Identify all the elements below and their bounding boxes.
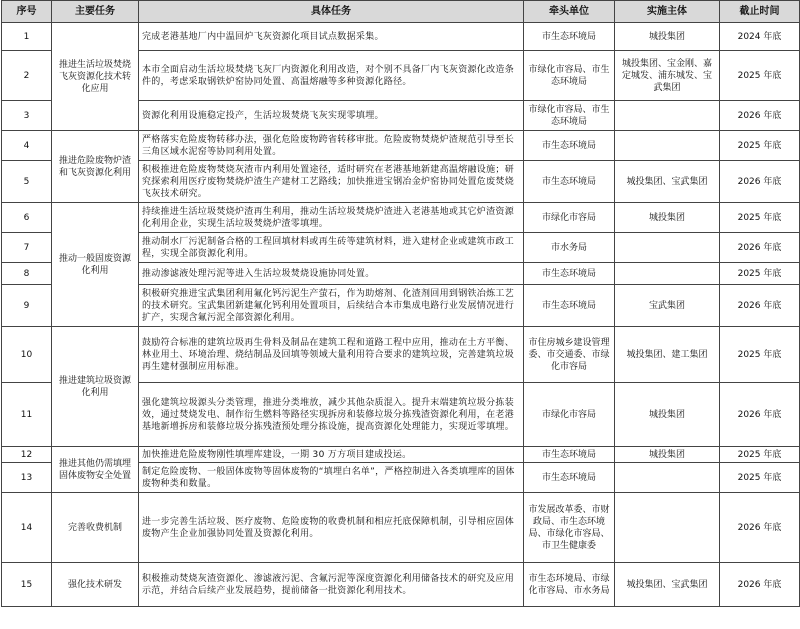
row-no: 12 — [2, 447, 52, 463]
row-no: 8 — [2, 263, 52, 285]
header-main-task: 主要任务 — [52, 1, 139, 23]
implementer: 城投集团、宝武集团 — [615, 563, 720, 607]
specific-task: 鼓励符合标准的建筑垃圾再生骨料及制品在建筑工程和道路工程中应用，推动在土方平衡、林业用土、环境治理、烧结制品及回填等领域大量利用符合要求的建筑垃圾，完善建筑垃圾再生建材强制应用标准。 — [139, 327, 524, 383]
lead-unit: 市生态环境局、市绿化市容局、市水务局 — [524, 563, 615, 607]
specific-task: 推动制水厂污泥制备合格的工程回填材料或再生砖等建筑材料，进入建材企业或建筑市政工程，实现全部资源化利用。 — [139, 233, 524, 263]
specific-task: 推动渗滤液处理污泥等进入生活垃圾焚烧设施协同处置。 — [139, 263, 524, 285]
main-task: 推进危险废物炉渣和飞灰资源化利用 — [52, 131, 139, 203]
header-lead-unit: 牵头单位 — [524, 1, 615, 23]
deadline: 2025 年底 — [720, 131, 800, 161]
implementer — [615, 233, 720, 263]
specific-task: 持续推进生活垃圾焚烧炉渣再生利用，推动生活垃圾焚烧炉渣进入老港基地或其它炉渣资源化利用企业，实现生活垃圾焚烧炉渣零填埋。 — [139, 203, 524, 233]
deadline: 2026 年底 — [720, 563, 800, 607]
row-no: 15 — [2, 563, 52, 607]
deadline: 2025 年底 — [720, 463, 800, 493]
implementer: 宝武集团 — [615, 285, 720, 327]
deadline: 2026 年底 — [720, 101, 800, 131]
main-task: 推进生活垃圾焚烧飞灰资源化技术转化应用 — [52, 23, 139, 131]
main-task: 推进其他仍需填埋固体废物安全处置 — [52, 447, 139, 493]
deadline: 2025 年底 — [720, 203, 800, 233]
lead-unit: 市绿化市容局 — [524, 203, 615, 233]
implementer: 城投集团、建工集团 — [615, 327, 720, 383]
table-row — [2, 327, 800, 383]
implementer: 城投集团 — [615, 447, 720, 463]
row-no: 10 — [2, 327, 52, 383]
header-row — [2, 1, 800, 23]
row-no: 1 — [2, 23, 52, 51]
main-task: 推进建筑垃圾资源化利用 — [52, 327, 139, 447]
row-no: 2 — [2, 51, 52, 101]
lead-unit: 市生态环境局 — [524, 285, 615, 327]
row-no: 13 — [2, 463, 52, 493]
lead-unit: 市住房城乡建设管理委、市交通委、市绿化市容局 — [524, 327, 615, 383]
deadline: 2026 年底 — [720, 233, 800, 263]
deadline: 2026 年底 — [720, 383, 800, 447]
table-row — [2, 563, 800, 607]
implementer: 城投集团 — [615, 23, 720, 51]
header-implementer: 实施主体 — [615, 1, 720, 23]
lead-unit: 市生态环境局 — [524, 23, 615, 51]
row-no: 7 — [2, 233, 52, 263]
implementer: 城投集团、宝金刚、嘉定城发、浦东城发、宝武集团 — [615, 51, 720, 101]
lead-unit: 市生态环境局 — [524, 447, 615, 463]
lead-unit: 市发展改革委、市财政局、市生态环境局、市绿化市容局、市卫生健康委 — [524, 493, 615, 563]
lead-unit: 市水务局 — [524, 233, 615, 263]
deadline: 2025 年底 — [720, 51, 800, 101]
specific-task: 完成老港基地厂内中温回炉飞灰资源化项目试点数据采集。 — [139, 23, 524, 51]
row-no: 5 — [2, 161, 52, 203]
specific-task: 加快推进危险废物刚性填埋库建设，一期 30 万方项目建成投运。 — [139, 447, 524, 463]
row-no: 11 — [2, 383, 52, 447]
deadline: 2024 年底 — [720, 23, 800, 51]
table-row — [2, 447, 800, 463]
row-no: 6 — [2, 203, 52, 233]
header-specific-task: 具体任务 — [139, 1, 524, 23]
deadline: 2025 年底 — [720, 327, 800, 383]
implementer: 城投集团、宝武集团 — [615, 161, 720, 203]
implementer: 城投集团 — [615, 383, 720, 447]
specific-task: 进一步完善生活垃圾、医疗废物、危险废物的收费机制和相应托底保障机制，引导相应固体废物产生企业加强协同处置及资源化利用。 — [139, 493, 524, 563]
row-no: 3 — [2, 101, 52, 131]
header-no: 序号 — [2, 1, 52, 23]
row-no: 4 — [2, 131, 52, 161]
header-deadline: 截止时间 — [720, 1, 800, 23]
implementer — [615, 463, 720, 493]
specific-task: 资源化利用设施稳定投产，生活垃圾焚烧飞灰实现零填埋。 — [139, 101, 524, 131]
main-task: 完善收费机制 — [52, 493, 139, 563]
main-task: 强化技术研发 — [52, 563, 139, 607]
lead-unit: 市生态环境局 — [524, 463, 615, 493]
row-no: 9 — [2, 285, 52, 327]
lead-unit: 市绿化市容局、市生态环境局 — [524, 101, 615, 131]
table-row — [2, 131, 800, 161]
implementer: 城投集团 — [615, 203, 720, 233]
lead-unit: 市绿化市容局、市生态环境局 — [524, 51, 615, 101]
implementer — [615, 493, 720, 563]
specific-task: 本市全面启动生活垃圾焚烧飞灰厂内资源化利用改造，对个别不具备厂内飞灰资源化改造条件的，考虑采取钢铁炉窑协同处置、高温熔融等多种资源化路径。 — [139, 51, 524, 101]
deadline: 2026 年底 — [720, 285, 800, 327]
table-row — [2, 203, 800, 233]
task-table — [1, 0, 800, 607]
specific-task: 积极推进危险废物焚烧灰渣市内利用处置途径，适时研究在老港基地新建高温熔融设施；研究探索利用医疗废物焚烧炉渣生产建材工艺路线；加快推进宝钢冶金炉窑协同处置危废焚烧飞灰技术研究。 — [139, 161, 524, 203]
table-row — [2, 23, 800, 51]
deadline: 2026 年底 — [720, 493, 800, 563]
specific-task: 强化建筑垃圾源头分类管理，推进分类堆放，减少其他杂质混入。提升末端建筑垃圾分拣装效，通过焚烧发电、制作衍生燃料等路径实现拆房和装修垃圾分拣残渣资源化利用，在老港基地新增拆房和装修垃圾分拣残渣预处理分拣设施，提高资源化处理能力，实现近零填埋。 — [139, 383, 524, 447]
implementer — [615, 131, 720, 161]
specific-task: 制定危险废物、一般固体废物等固体废物的“填埋白名单”，严格控制进入各类填埋库的固体废物种类和数量。 — [139, 463, 524, 493]
lead-unit: 市生态环境局 — [524, 161, 615, 203]
deadline: 2025 年底 — [720, 447, 800, 463]
specific-task: 严格落实危险废物转移办法，强化危险废物跨省转移审批。危险废物焚烧炉渣规范引导至长三角区域水泥窑等协同利用处置。 — [139, 131, 524, 161]
main-task: 推动一般固废资源化利用 — [52, 203, 139, 327]
specific-task: 积极研究推进宝武集团利用氟化钙污泥生产萤石，作为助熔剂、化渣剂回用到钢铁冶炼工艺的技术研究。宝武集团新建氟化钙利用处置项目，后续结合本市集成电路行业发展情况进行扩产，实现含氟污泥全部资源化利用。 — [139, 285, 524, 327]
implementer — [615, 263, 720, 285]
specific-task: 积极推动焚烧灰渣资源化、渗滤液污泥、含氟污泥等深度资源化利用储备技术的研究及应用示范，并结合后续产业发展趋势，提前储备一批资源化利用技术。 — [139, 563, 524, 607]
table-row — [2, 493, 800, 563]
deadline: 2025 年底 — [720, 263, 800, 285]
lead-unit: 市生态环境局 — [524, 131, 615, 161]
implementer — [615, 101, 720, 131]
lead-unit: 市绿化市容局 — [524, 383, 615, 447]
lead-unit: 市生态环境局 — [524, 263, 615, 285]
row-no: 14 — [2, 493, 52, 563]
deadline: 2026 年底 — [720, 161, 800, 203]
